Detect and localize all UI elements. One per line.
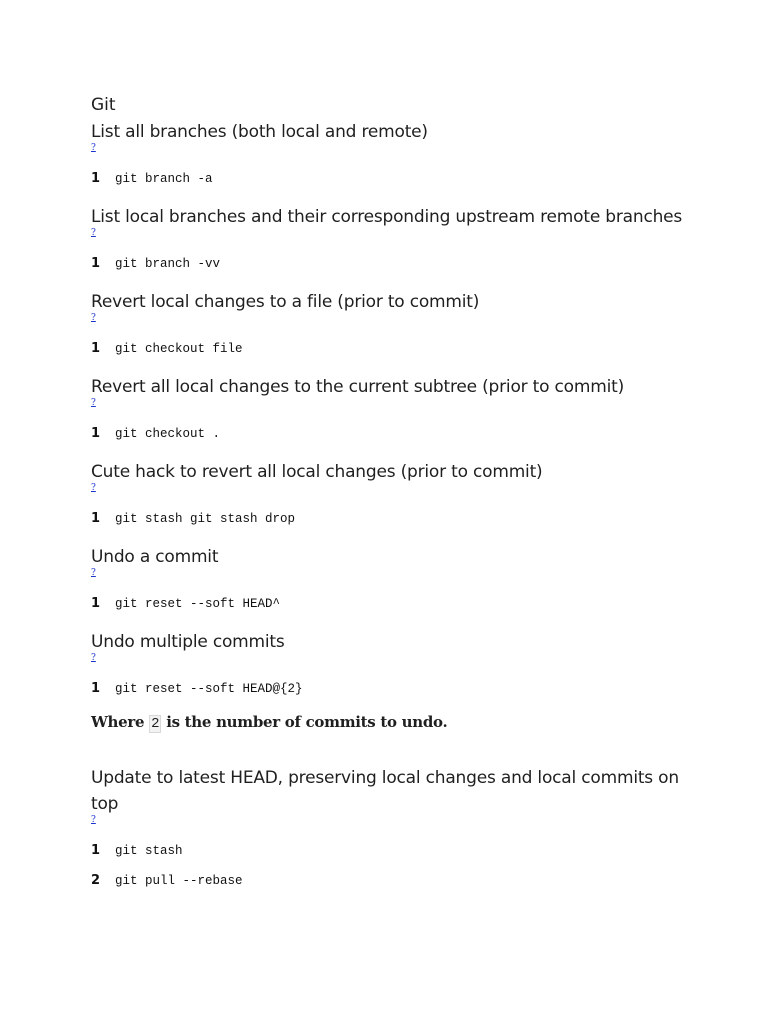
code-text: git pull --rebase [115,874,243,888]
section-heading: Undo multiple commits [91,632,285,652]
line-number: 1 [91,171,101,186]
view-source-link[interactable]: ? [91,398,96,408]
code-text: git stash git stash drop [115,512,296,526]
line-number: 1 [91,511,101,526]
code-line [91,873,691,889]
section-revert-file [91,289,691,357]
note-text-before: Where [91,713,150,731]
inline-code: 2 [151,716,160,732]
document-page [91,93,691,889]
code-text: git checkout file [115,342,243,356]
code-text: git branch -a [115,172,213,186]
section-heading: Revert local changes to a file (prior to commit) [91,292,480,312]
section-list-local-branches [91,204,691,272]
section-undo-commit [91,544,691,612]
line-number: 1 [91,426,101,441]
code-line [91,341,691,357]
section-heading: Revert all local changes to the current subtree (prior to commit) [91,377,625,397]
code-line [91,843,691,859]
code-line [91,171,691,187]
section-undo-multiple-commits [91,629,691,735]
view-source-link[interactable]: ? [91,228,96,238]
code-line [91,596,691,612]
code-text: git reset --soft HEAD@{2} [115,682,303,696]
section-list-all-branches [91,119,691,187]
line-number: 1 [91,341,101,356]
line-number: 1 [91,256,101,271]
section-cute-hack [91,459,691,527]
code-text: git stash [115,844,183,858]
code-line [91,511,691,527]
code-text: git branch -vv [115,257,221,271]
view-source-link[interactable]: ? [91,483,96,493]
view-source-link[interactable]: ? [91,653,96,663]
line-number: 1 [91,681,101,696]
section-update-latest-head [91,765,691,889]
view-source-link[interactable]: ? [91,313,96,323]
section-heading: Cute hack to revert all local changes (prior to commit) [91,462,543,482]
document-title: Git [91,95,116,115]
section-heading: List local branches and their corresponding upstream remote branches [91,207,683,227]
view-source-link[interactable]: ? [91,568,96,578]
line-number: 2 [91,873,101,888]
code-line [91,426,691,442]
section-heading: Update to latest HEAD, preserving local changes and local commits on top [91,768,679,814]
section-heading: List all branches (both local and remote) [91,122,428,142]
view-source-link[interactable]: ? [91,815,96,825]
note-paragraph [91,711,691,735]
code-line [91,681,691,697]
view-source-link[interactable]: ? [91,143,96,153]
line-number: 1 [91,596,101,611]
code-text: git reset --soft HEAD^ [115,597,281,611]
code-line [91,256,691,272]
line-number: 1 [91,843,101,858]
note-text-after: is the number of commits to undo. [161,713,448,731]
code-text: git checkout . [115,427,221,441]
section-heading: Undo a commit [91,547,219,567]
section-revert-subtree [91,374,691,442]
